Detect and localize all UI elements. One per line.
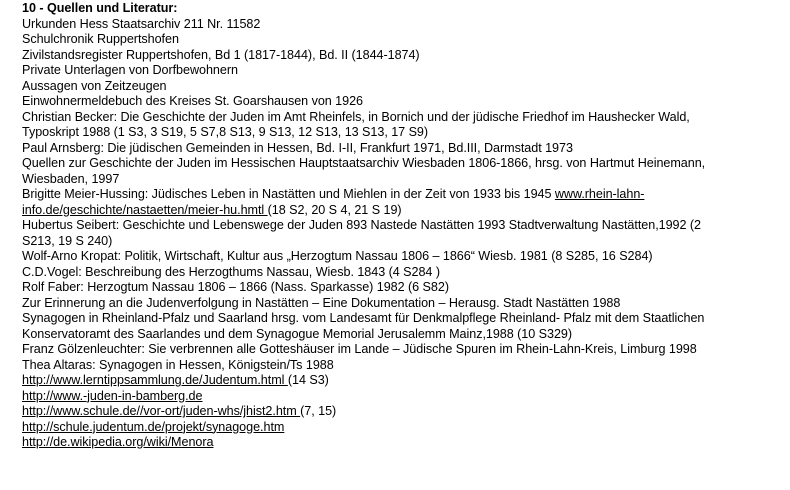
source-line: Typoskript 1988 (1 S3, 3 S19, 5 S7,8 S13, 9 S13, 12 S13, 13 S13, 17 S9) bbox=[22, 125, 429, 139]
source-line-meier-cont bbox=[22, 203, 782, 219]
meier-text: Brigitte Meier-Hussing: Jüdisches Leben in Nastätten und Miehlen in der Zeit von 1933 bis 1945 bbox=[22, 187, 555, 201]
source-line: Urkunden Hess Staatsarchiv 211 Nr. 11582 bbox=[22, 16, 261, 31]
source-line: Hubertus Seibert: Geschichte und Lebenswege der Juden 893 Nastede Nastätten 1993 Stadtverwaltung Nastätten,1992 (2 bbox=[22, 218, 702, 232]
source-line: Thea Altaras: Synagogen in Hessen, Königstein/Ts 1988 bbox=[22, 357, 334, 372]
source-line: Synagogen in Rheinland-Pfalz und Saarland hrsg. vom Landesamt für Denkmalpflege Rheinland- Pfalz mit dem Staatlichen bbox=[22, 311, 705, 325]
source-line: Wolf-Arno Kropat: Politik, Wirtschaft, Kultur aus „Herzogtum Nassau 1806 – 1866“ Wiesb. 1981 (8 S285, 16 S284) bbox=[22, 249, 653, 263]
source-line: Einwohnermeldebuch des Kreises St. Goarshausen von 1926 bbox=[22, 94, 363, 108]
link-line bbox=[22, 420, 782, 436]
source-line: Franz Gölzenleuchter: Sie verbrennen alle Gotteshäuser im Lande – Jüdische Spuren im Rhein-Lahn-Kreis, Limburg 1998 bbox=[22, 342, 697, 356]
source-line: Wiesbaden, 1997 bbox=[22, 171, 120, 186]
source-line: Paul Arnsberg: Die jüdischen Gemeinden in Hessen, Bd. I-II, Frankfurt 1971, Bd.III, Darmstadt 1973 bbox=[22, 140, 573, 155]
source-line: Zur Erinnerung an die Judenverfolgung in Nastätten – Eine Dokumentation – Herausg. Stadt Nastätten 1988 bbox=[22, 295, 621, 310]
source-line-meier bbox=[22, 187, 782, 203]
source-line: S213, 19 S 240) bbox=[22, 233, 113, 248]
link-line bbox=[22, 389, 782, 405]
source-line: C.D.Vogel: Beschreibung des Herzogthums Nassau, Wiesb. 1843 (4 S284 ) bbox=[22, 264, 440, 279]
web-link[interactable]: http://www.-juden-in-bamberg.de bbox=[22, 388, 203, 403]
web-link[interactable]: http://www.schule.de//vor-ort/juden-whs/jhist2.htm bbox=[22, 404, 301, 418]
sources-document bbox=[22, 1, 782, 451]
link-line bbox=[22, 404, 782, 420]
section-heading: 10 - Quellen und Literatur: bbox=[22, 1, 178, 15]
source-line: Rolf Faber: Herzogtum Nassau 1806 – 1866 (Nass. Sparkasse) 1982 (6 S82) bbox=[22, 280, 449, 294]
link-suffix: (7, 15) bbox=[300, 404, 337, 418]
meier-link-part2[interactable]: info.de/geschichte/nastaetten/meier-hu.hmtl bbox=[22, 202, 268, 217]
source-line: Aussagen von Zeitzeugen bbox=[22, 78, 167, 93]
source-line: Schulchronik Ruppertshofen bbox=[22, 32, 179, 46]
link-line bbox=[22, 435, 782, 451]
source-line: Zivilstandsregister Ruppertshofen, Bd 1 (1817-1844), Bd. II (1844-1874) bbox=[22, 47, 420, 62]
source-line: Quellen zur Geschichte der Juden im Hessischen Hauptstaatsarchiv Wiesbaden 1806-1866, hrsg. von Hartmut Heinemann, bbox=[22, 156, 706, 170]
link-suffix: (14 S3) bbox=[287, 373, 329, 387]
meier-suffix: (18 S2, 20 S 4, 21 S 19) bbox=[267, 202, 402, 217]
meier-link-part1[interactable]: www.rhein-lahn- bbox=[554, 187, 645, 201]
source-line: Konservatoramt des Saarlandes und dem Synagogue Memorial Jerusalemm Mainz,1988 (10 S329) bbox=[22, 326, 573, 341]
source-line: Christian Becker: Die Geschichte der Juden im Amt Rheinfels, in Bornich und der jüdische Friedhof im Haushecker Wald, bbox=[22, 109, 690, 124]
web-link[interactable]: http://de.wikipedia.org/wiki/Menora bbox=[22, 435, 214, 449]
link-line bbox=[22, 373, 782, 389]
web-link[interactable]: http://www.lerntippsammlung.de/Judentum.html bbox=[22, 373, 288, 387]
source-line: Private Unterlagen von Dorfbewohnern bbox=[22, 63, 238, 77]
web-link[interactable]: http://schule.judentum.de/projekt/synagoge.htm bbox=[22, 419, 285, 434]
